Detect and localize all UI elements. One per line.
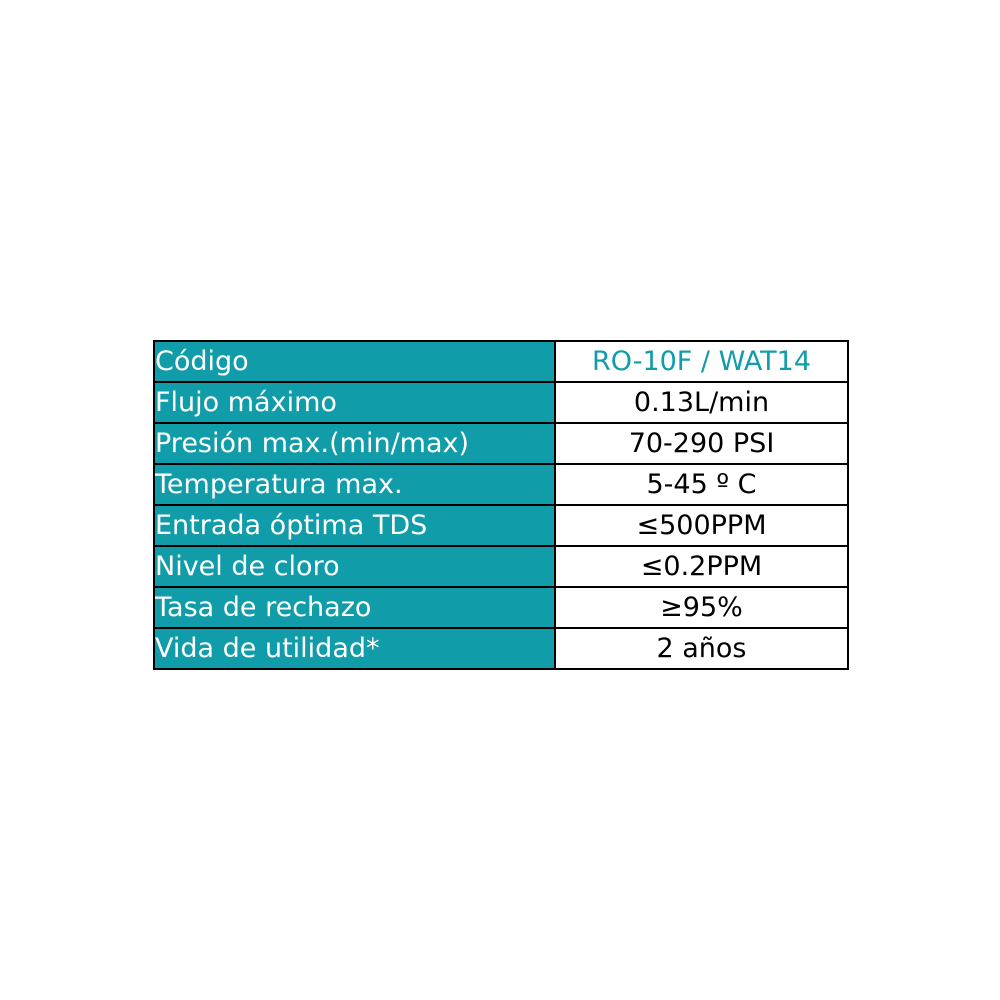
spec-value: ≤0.2PPM	[555, 546, 848, 587]
spec-table-container	[153, 340, 847, 670]
spec-value: 5-45 º C	[555, 464, 848, 505]
spec-label: Presión max.(min/max)	[154, 423, 555, 464]
spec-label: Tasa de rechazo	[154, 587, 555, 628]
spec-value: RO-10F / WAT14	[555, 341, 848, 382]
table-row	[154, 546, 848, 587]
spec-value: ≤500PPM	[555, 505, 848, 546]
spec-label: Flujo máximo	[154, 382, 555, 423]
spec-value: ≥95%	[555, 587, 848, 628]
spec-label: Entrada óptima TDS	[154, 505, 555, 546]
spec-label: Vida de utilidad*	[154, 628, 555, 669]
spec-value: 70-290 PSI	[555, 423, 848, 464]
specifications-table	[153, 340, 849, 670]
table-row	[154, 505, 848, 546]
table-row	[154, 628, 848, 669]
spec-value: 0.13L/min	[555, 382, 848, 423]
spec-label: Código	[154, 341, 555, 382]
spec-label: Nivel de cloro	[154, 546, 555, 587]
table-row	[154, 587, 848, 628]
table-row	[154, 464, 848, 505]
spec-label: Temperatura max.	[154, 464, 555, 505]
spec-value: 2 años	[555, 628, 848, 669]
table-row	[154, 423, 848, 464]
table-row	[154, 382, 848, 423]
table-row	[154, 341, 848, 382]
